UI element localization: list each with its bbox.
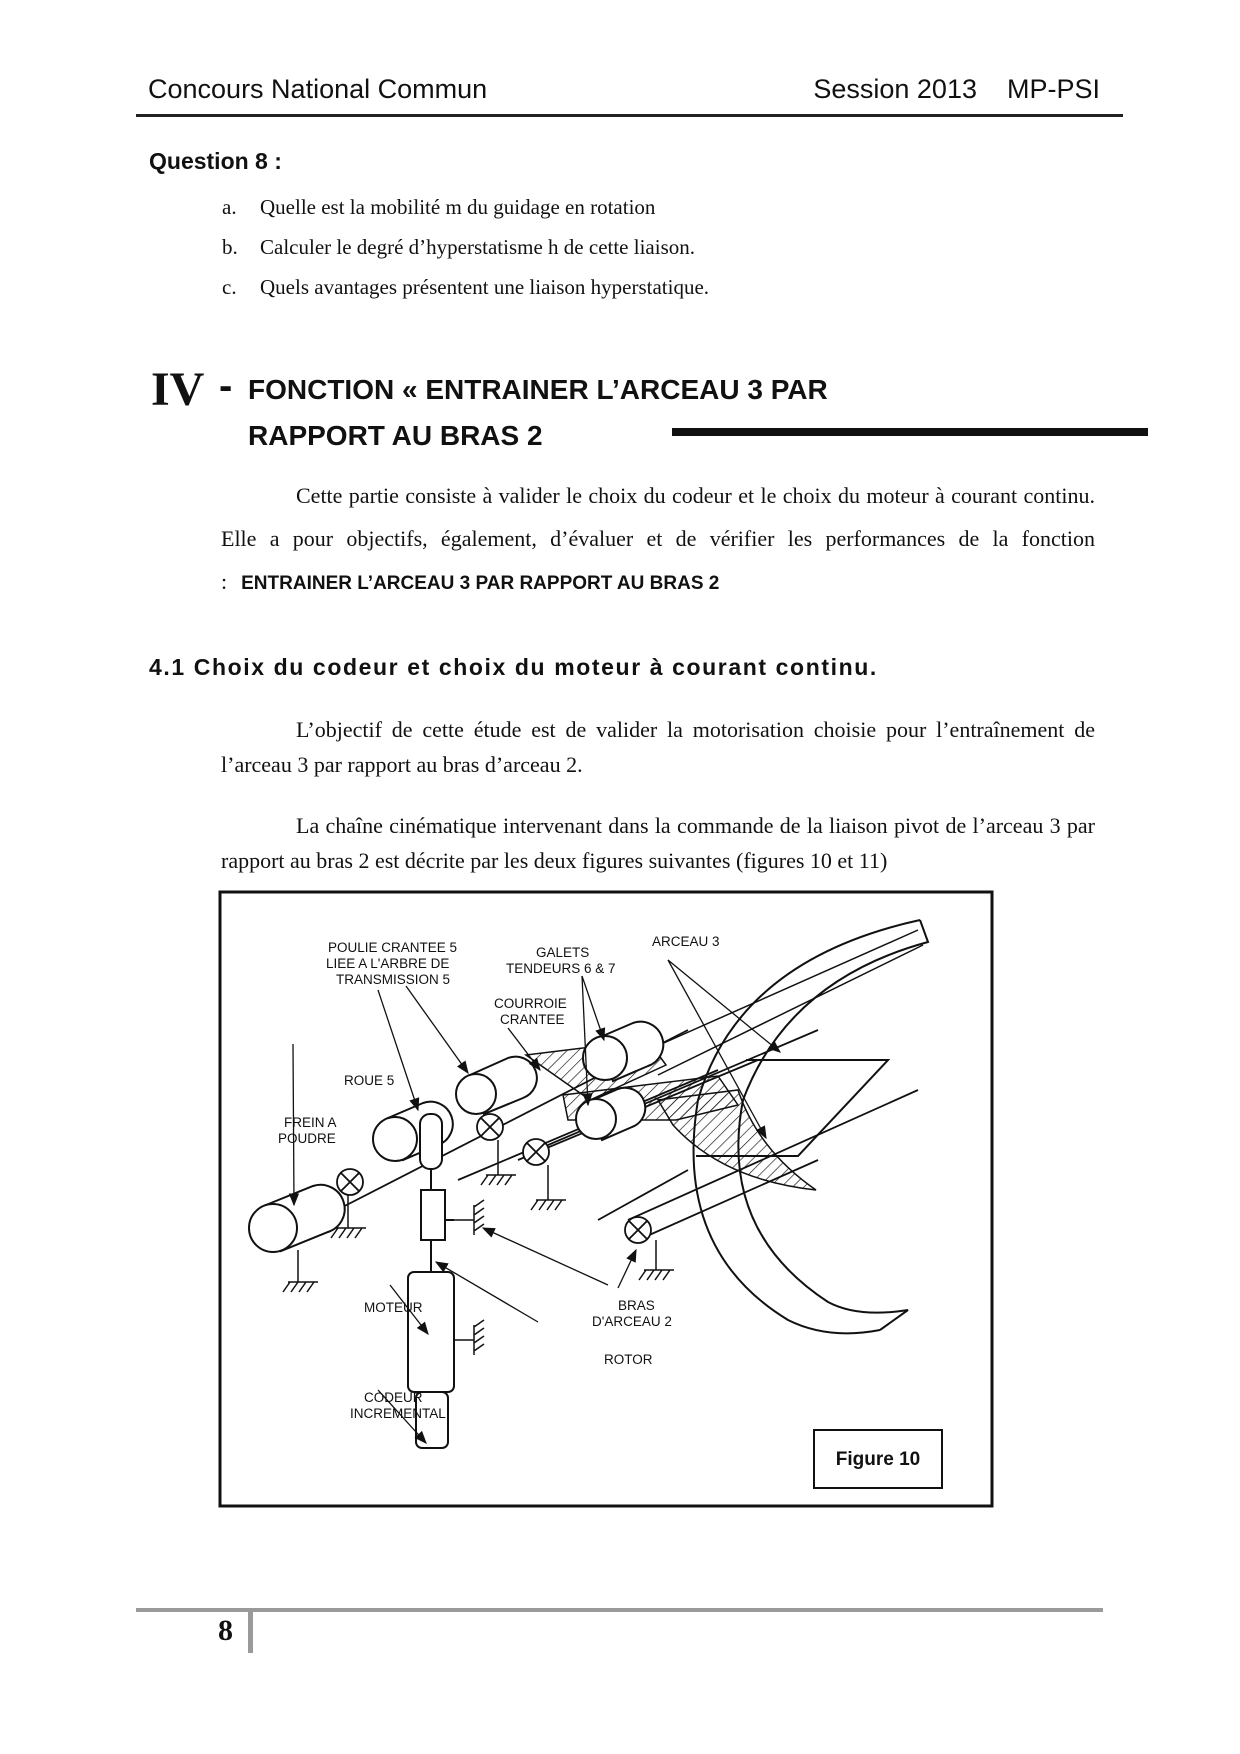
intro-paragraph [221, 474, 1095, 605]
question-item-text: Quelle est la mobilité m du guidage en rotation [260, 195, 656, 219]
footer-tick [248, 1611, 253, 1653]
question-title: Question 8 : [149, 148, 282, 174]
moteur-body [408, 1272, 454, 1392]
label-moteur: MOTEUR [364, 1300, 423, 1315]
header-session: Session 2013 MP-PSI [813, 74, 1100, 104]
poulie-crantee-5 [456, 1074, 496, 1114]
roue-5 [373, 1117, 417, 1161]
header-title: Concours National Commun [148, 74, 488, 104]
intro-bold-function: ENTRAINER L’ARCEAU 3 PAR RAPPORT AU BRAS 2 [241, 573, 720, 594]
page-number: 8 [218, 1614, 233, 1647]
question-item-label: c. [222, 275, 237, 299]
question-item-text: Quels avantages présentent une liaison hyperstatique. [260, 275, 710, 299]
header-rule [136, 114, 1123, 117]
question-item-text: Calculer le degré d’hyperstatisme h de cette liaison. [260, 235, 696, 259]
label-galets: GALETS TENDEURS 6 & 7 [506, 945, 616, 976]
section-dash: - [219, 364, 233, 408]
question-item-label: a. [222, 195, 237, 219]
intro-text: Cette partie consiste à valider le choix du codeur et le choix du moteur à courant continu. Elle a pour objectifs, également, d’évaluer et de vérifier les performances de la fonction : [221, 483, 1095, 594]
label-rotor: ROTOR [604, 1352, 653, 1367]
figure-10-kinematic-diagram [218, 890, 994, 1508]
objective-paragraph [221, 712, 1095, 782]
label-bras: BRAS D'ARCEAU 2 [592, 1298, 672, 1329]
frein-a-poudre [249, 1204, 297, 1252]
question-item [222, 275, 709, 300]
label-poulie: POULIE CRANTEE 5 LIEE A L'ARBRE DE TRANSMISSION 5 [326, 940, 458, 987]
galet-tendeur-7 [576, 1099, 616, 1139]
question-item [222, 235, 695, 260]
chain-paragraph [221, 808, 1095, 878]
question-item-label: b. [222, 235, 238, 259]
subsection-title: 4.1 Choix du codeur et choix du moteur à courant continu. [149, 654, 878, 680]
figure-caption: Figure 10 [835, 1449, 921, 1470]
label-arceau-3: ARCEAU 3 [652, 934, 720, 949]
objective-text: L’objectif de cette étude est de valider la motorisation choisie pour l’entraînement de l’arceau 3 par rapport au bras d’arceau 2. [221, 717, 1095, 777]
chain-text: La chaîne cinématique intervenant dans la commande de la liaison pivot de l’arceau 3 par rapport au bras 2 est décrite par les deux figures suivantes (figures 10 et 11) [221, 813, 1095, 873]
section-number: IV [151, 363, 205, 416]
label-frein: FREIN A POUDRE [278, 1115, 337, 1146]
question-item [222, 195, 655, 220]
label-roue-5: ROUE 5 [344, 1073, 395, 1088]
section-title-bar [672, 428, 1148, 436]
label-codeur: CODEUR INCREMENTAL [350, 1390, 446, 1421]
label-courroie: COURROIE CRANTEE [494, 996, 567, 1027]
section-title-line2: RAPPORT AU BRAS 2 [248, 420, 543, 451]
section-title-line1: FONCTION « ENTRAINER L’ARCEAU 3 PAR [248, 374, 828, 405]
galet-tendeur-6 [583, 1036, 627, 1080]
footer-rule [136, 1608, 1103, 1612]
